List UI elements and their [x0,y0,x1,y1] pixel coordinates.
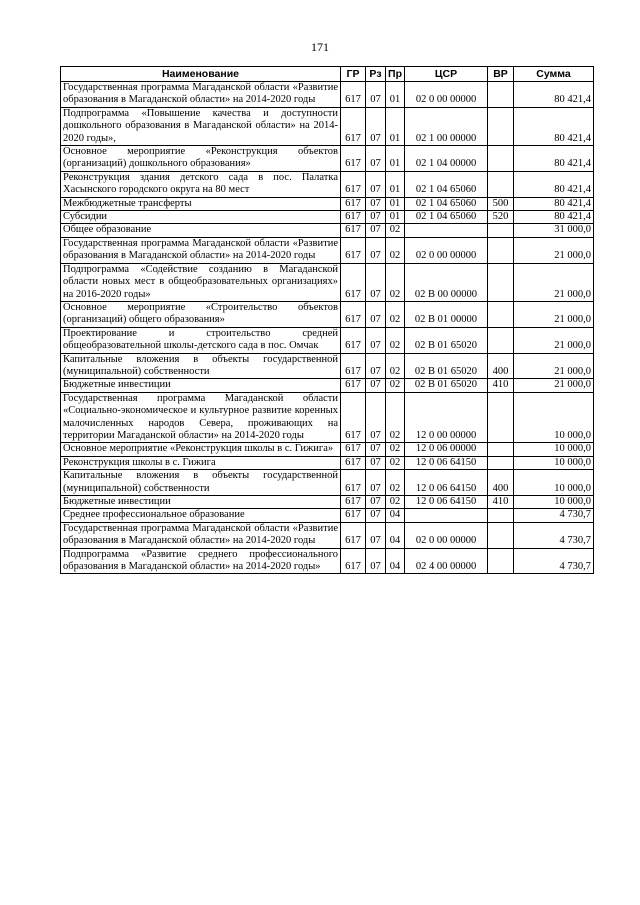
cell-sum: 21 000,0 [514,237,594,263]
cell-sum: 80 421,4 [514,146,594,172]
table-row [61,392,594,443]
cell-rz: 07 [366,456,386,469]
cell-csr [405,224,488,237]
cell-name: Основное мероприятие «Реконструкция школы в с. Гижига» [61,443,341,456]
cell-rz: 07 [366,496,386,509]
cell-vr: 400 [488,353,514,379]
column-header-csr: ЦСР [405,67,488,82]
cell-vr [488,82,514,108]
cell-pr: 02 [386,379,405,392]
cell-name: Подпрограмма «Развитие среднего профессионального образования в Магаданской области» на 2014-2020 годы» [61,548,341,574]
cell-vr [488,237,514,263]
cell-pr: 02 [386,237,405,263]
cell-pr: 02 [386,327,405,353]
cell-sum: 21 000,0 [514,379,594,392]
cell-gr: 617 [341,263,366,301]
cell-gr: 617 [341,211,366,224]
cell-gr: 617 [341,496,366,509]
cell-rz: 07 [366,146,386,172]
cell-name: Реконструкция школы в с. Гижига [61,456,341,469]
table-row [61,443,594,456]
cell-pr: 01 [386,107,405,145]
table-row [61,522,594,548]
cell-csr: 12 0 06 64150 [405,496,488,509]
cell-rz: 07 [366,237,386,263]
table-row [61,107,594,145]
cell-pr: 01 [386,171,405,197]
table-row [61,456,594,469]
cell-vr [488,146,514,172]
cell-pr: 01 [386,211,405,224]
cell-name: Государственная программа Магаданской области «Развитие образования в Магаданской области» на 2014-2020 годы [61,237,341,263]
table-body [61,82,594,574]
table-row [61,548,594,574]
cell-name: Межбюджетные трансферты [61,197,341,210]
cell-rz: 07 [366,522,386,548]
cell-csr: 02 В 01 65020 [405,327,488,353]
page-number: 171 [311,40,329,54]
cell-vr: 400 [488,470,514,496]
table-row [61,171,594,197]
cell-sum: 4 730,7 [514,522,594,548]
column-header-pr: Пр [386,67,405,82]
cell-vr [488,456,514,469]
cell-rz: 07 [366,197,386,210]
table-row [61,379,594,392]
cell-sum: 21 000,0 [514,353,594,379]
cell-gr: 617 [341,146,366,172]
cell-csr: 02 0 00 00000 [405,522,488,548]
cell-gr: 617 [341,353,366,379]
cell-sum: 4 730,7 [514,509,594,522]
cell-gr: 617 [341,379,366,392]
budget-table [60,66,594,574]
cell-gr: 617 [341,392,366,443]
cell-name: Подпрограмма «Повышение качества и доступности дошкольного образования в Магаданской области» на 2014-2020 годы», [61,107,341,145]
cell-csr: 12 0 00 00000 [405,392,488,443]
cell-pr: 02 [386,301,405,327]
cell-pr: 04 [386,509,405,522]
cell-rz: 07 [366,509,386,522]
cell-vr [488,301,514,327]
cell-vr [488,548,514,574]
cell-csr: 12 0 06 64150 [405,456,488,469]
cell-name: Государственная программа Магаданской области «Социально-экономическое и культурное развитие коренных малочисленных народов Севера, проживающих на территории Магаданской области» на 2014-2020 годы [61,392,341,443]
cell-vr: 410 [488,496,514,509]
cell-rz: 07 [366,171,386,197]
cell-pr: 02 [386,392,405,443]
cell-csr: 02 В 00 00000 [405,263,488,301]
cell-csr: 02 4 00 00000 [405,548,488,574]
table-row [61,496,594,509]
table-header-row [61,67,594,82]
cell-csr: 12 0 06 00000 [405,443,488,456]
cell-pr: 02 [386,443,405,456]
table-row [61,237,594,263]
column-header-rz: Рз [366,67,386,82]
cell-gr: 617 [341,522,366,548]
cell-gr: 617 [341,509,366,522]
cell-gr: 617 [341,470,366,496]
cell-csr: 02 В 01 65020 [405,353,488,379]
cell-sum: 10 000,0 [514,496,594,509]
table-row [61,211,594,224]
cell-name: Субсидии [61,211,341,224]
cell-rz: 07 [366,327,386,353]
table-row [61,327,594,353]
cell-name: Капитальные вложения в объекты государственной (муниципальной) собственности [61,353,341,379]
cell-name: Основное мероприятие «Реконструкция объектов (организаций) дошкольного образования» [61,146,341,172]
cell-name: Государственная программа Магаданской области «Развитие образования в Магаданской области» на 2014-2020 годы [61,522,341,548]
cell-sum: 31 000,0 [514,224,594,237]
cell-sum: 4 730,7 [514,548,594,574]
cell-name: Общее образование [61,224,341,237]
cell-vr: 520 [488,211,514,224]
cell-pr: 02 [386,496,405,509]
cell-name: Капитальные вложения в объекты государственной (муниципальной) собственности [61,470,341,496]
cell-csr: 02 В 01 65020 [405,379,488,392]
cell-pr: 04 [386,522,405,548]
cell-rz: 07 [366,224,386,237]
cell-name: Государственная программа Магаданской области «Развитие образования в Магаданской области» на 2014-2020 годы [61,82,341,108]
cell-sum: 80 421,4 [514,211,594,224]
cell-vr: 410 [488,379,514,392]
cell-pr: 02 [386,456,405,469]
cell-name: Основное мероприятие «Строительство объектов (организаций) общего образования» [61,301,341,327]
column-header-vr: ВР [488,67,514,82]
cell-rz: 07 [366,392,386,443]
cell-pr: 02 [386,353,405,379]
cell-name: Проектирование и строительство средней общеобразовательной школы-детского сада в пос. Омчак [61,327,341,353]
cell-rz: 07 [366,211,386,224]
cell-vr: 500 [488,197,514,210]
table-row [61,263,594,301]
table-row [61,509,594,522]
cell-rz: 07 [366,263,386,301]
cell-rz: 07 [366,379,386,392]
cell-rz: 07 [366,548,386,574]
cell-name: Среднее профессиональное образование [61,509,341,522]
column-header-sum: Сумма [514,67,594,82]
cell-csr: 02 0 00 00000 [405,82,488,108]
cell-csr: 12 0 06 64150 [405,470,488,496]
cell-pr: 04 [386,548,405,574]
cell-rz: 07 [366,470,386,496]
cell-gr: 617 [341,301,366,327]
cell-sum: 21 000,0 [514,263,594,301]
cell-gr: 617 [341,107,366,145]
cell-sum: 80 421,4 [514,82,594,108]
cell-rz: 07 [366,353,386,379]
cell-sum: 80 421,4 [514,171,594,197]
cell-gr: 617 [341,548,366,574]
cell-gr: 617 [341,171,366,197]
cell-gr: 617 [341,224,366,237]
column-header-gr: ГР [341,67,366,82]
cell-pr: 02 [386,263,405,301]
cell-vr [488,224,514,237]
table-row [61,301,594,327]
cell-vr [488,107,514,145]
cell-csr: 02 В 01 00000 [405,301,488,327]
cell-vr [488,171,514,197]
cell-sum: 80 421,4 [514,197,594,210]
cell-csr: 02 1 04 65060 [405,197,488,210]
cell-gr: 617 [341,197,366,210]
cell-vr [488,522,514,548]
cell-sum: 10 000,0 [514,470,594,496]
cell-vr [488,392,514,443]
table-row [61,197,594,210]
cell-vr [488,509,514,522]
cell-csr [405,509,488,522]
cell-csr: 02 1 04 65060 [405,211,488,224]
cell-name: Подпрограмма «Содействие созданию в Магаданской области новых мест в общеобразовательных организациях» на 2016-2020 годы» [61,263,341,301]
table-row [61,146,594,172]
cell-rz: 07 [366,107,386,145]
cell-csr: 02 1 04 65060 [405,171,488,197]
table-row [61,353,594,379]
cell-csr: 02 0 00 00000 [405,237,488,263]
cell-csr: 02 1 04 00000 [405,146,488,172]
cell-rz: 07 [366,82,386,108]
cell-name: Реконструкция здания детского сада в пос. Палатка Хасынского городского округа на 80 мест [61,171,341,197]
cell-gr: 617 [341,456,366,469]
cell-pr: 01 [386,146,405,172]
cell-pr: 01 [386,82,405,108]
cell-sum: 10 000,0 [514,456,594,469]
cell-name: Бюджетные инвестиции [61,379,341,392]
cell-vr [488,327,514,353]
cell-sum: 21 000,0 [514,327,594,353]
cell-pr: 01 [386,197,405,210]
cell-vr [488,263,514,301]
cell-sum: 80 421,4 [514,107,594,145]
cell-pr: 02 [386,470,405,496]
cell-sum: 10 000,0 [514,443,594,456]
cell-gr: 617 [341,443,366,456]
table-row [61,470,594,496]
cell-gr: 617 [341,82,366,108]
table-row [61,82,594,108]
cell-csr: 02 1 00 00000 [405,107,488,145]
column-header-name: Наименование [61,67,341,82]
cell-rz: 07 [366,443,386,456]
cell-rz: 07 [366,301,386,327]
cell-sum: 10 000,0 [514,392,594,443]
table-row [61,224,594,237]
cell-name: Бюджетные инвестиции [61,496,341,509]
cell-vr [488,443,514,456]
cell-gr: 617 [341,327,366,353]
cell-pr: 02 [386,224,405,237]
cell-sum: 21 000,0 [514,301,594,327]
cell-gr: 617 [341,237,366,263]
